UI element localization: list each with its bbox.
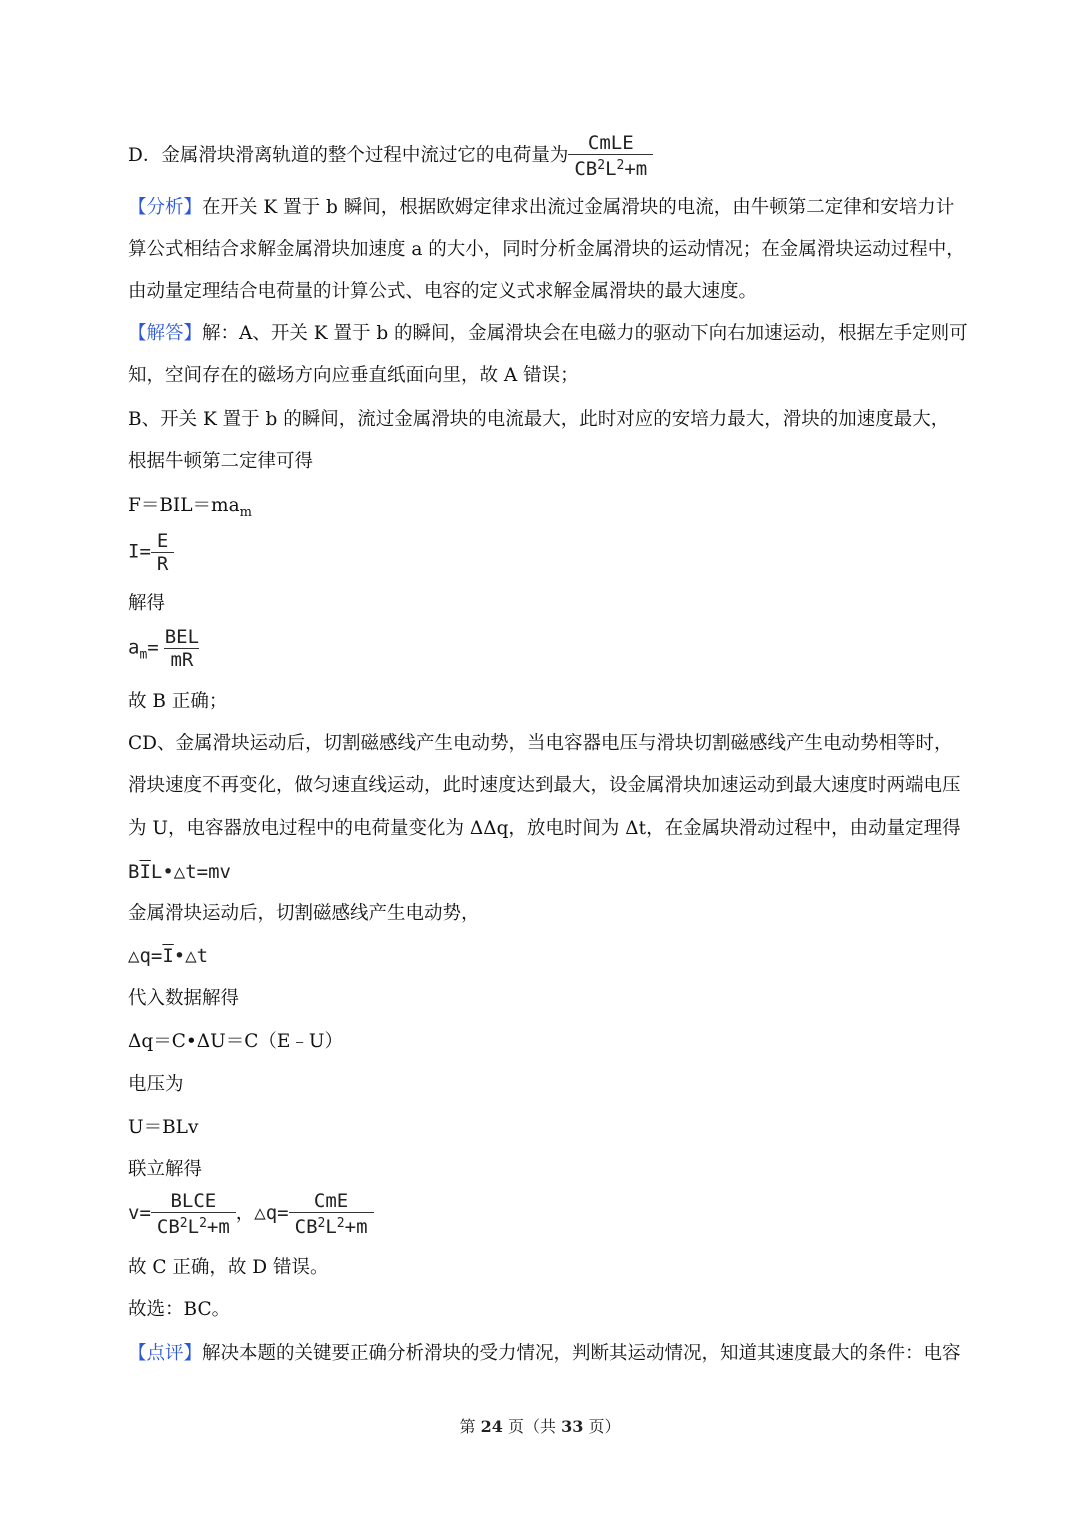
den-exponent: 2	[616, 158, 625, 173]
eq-am-equals: =	[147, 636, 159, 659]
fraction-numerator: BLCE	[170, 1190, 217, 1212]
eq-mom-b: B	[128, 861, 140, 883]
analysis-tag: 【分析】	[128, 197, 203, 218]
fraction-denominator: R	[151, 552, 174, 575]
solution-a-line-2: 知，空间存在的磁场方向应垂直纸面向里，故 A 错误；	[128, 365, 579, 386]
eq-q-lhs: △q=	[254, 1202, 289, 1224]
equation-dq-capacitor: Δq＝C•ΔU＝C（E﹣U）	[128, 1031, 343, 1052]
solution-b-line-2: 根据牛顿第二定律可得	[128, 451, 314, 472]
footer-mid: 页（共	[502, 1417, 562, 1436]
fraction-numerator: CmLE	[587, 132, 634, 154]
comment-tag: 【点评】	[128, 1343, 203, 1364]
den-exponent: 2	[317, 1216, 326, 1231]
fraction-numerator: CmE	[313, 1190, 349, 1212]
solution-a-line-1	[128, 320, 968, 348]
fraction-denominator: mR	[164, 648, 199, 671]
equation-current	[128, 530, 174, 575]
option-d-line	[128, 132, 653, 180]
eq-force-main: F＝BIL＝ma	[128, 495, 240, 516]
den-part: CB	[294, 1216, 318, 1238]
fraction-numerator: BEL	[164, 626, 200, 648]
eq-dq-i-bar: $\overline{I}$	[162, 945, 174, 967]
den-part: +m	[344, 1216, 368, 1238]
fraction-denominator	[289, 1212, 374, 1238]
den-part: +m	[624, 158, 648, 180]
fraction-denominator	[151, 1212, 236, 1238]
comment-line	[128, 1340, 961, 1368]
page-footer	[0, 1414, 1080, 1437]
answer-line: 故选：BC。	[128, 1299, 231, 1320]
eq-am-lhs: a	[128, 636, 140, 659]
eq-separator: ，	[235, 1203, 255, 1224]
equation-final	[128, 1190, 374, 1238]
solution-cd-line-2: 滑块速度不再变化，做匀速直线运动，此时速度达到最大，设金属滑块加速运动到最大速度时两端电压	[128, 775, 961, 796]
eq-current-fraction	[151, 530, 174, 575]
den-exponent: 2	[179, 1216, 188, 1231]
analysis-text: 在开关 K 置于 b 瞬间，根据欧姆定律求出流过金属滑块的电流，由牛顿第二定律和安培力计	[202, 197, 955, 218]
solution-cd-line-1: CD、金属滑块运动后，切割磁感线产生电动势，当电容器电压与滑块切割磁感线产生电动势相等时，	[128, 733, 953, 754]
den-part: +m	[206, 1216, 230, 1238]
equation-acceleration	[128, 626, 205, 671]
dairu-line: 代入数据解得	[128, 988, 240, 1009]
equation-force	[128, 492, 252, 527]
eq-mom-rest: L•△t=mv	[150, 861, 231, 883]
den-exponent: 2	[597, 158, 606, 173]
footer-suffix: 页）	[583, 1417, 621, 1436]
den-exponent: 2	[199, 1216, 207, 1231]
solution-b-line-1: B、开关 K 置于 b 的瞬间，流过金属滑块的电流最大，此时对应的安培力最大，滑块的加速度最大，	[128, 409, 950, 430]
solution-cd-line-4: 金属滑块运动后，切割磁感线产生电动势，	[128, 903, 480, 924]
option-d-fraction	[568, 132, 653, 180]
den-part: CB	[156, 1216, 180, 1238]
equation-momentum	[128, 858, 231, 886]
eq-am-sub: m	[139, 647, 148, 663]
den-part: L	[187, 1216, 200, 1238]
eq-dq-rest: •△t	[173, 945, 209, 967]
eq-v-fraction	[151, 1190, 236, 1238]
lianli-line: 联立解得	[128, 1159, 203, 1180]
equation-voltage: U＝BLv	[128, 1117, 199, 1138]
b-conclusion: 故 B 正确；	[128, 691, 228, 712]
den-part: CB	[574, 158, 598, 180]
solution-cd-line-3: 为 U，电容器放电过程中的电荷量变化为 ΔΔq，放电时间为 Δt，在金属块滑动过程中，由动量定理得	[128, 818, 961, 839]
footer-page-number: 24	[480, 1417, 503, 1436]
solution-text: 解：A、开关 K 置于 b 的瞬间，金属滑块会在电磁力的驱动下向右加速运动，根据左手定则可	[202, 323, 968, 344]
solution-tag: 【解答】	[128, 323, 203, 344]
footer-prefix: 第	[459, 1417, 481, 1436]
dianya-line: 电压为	[128, 1074, 184, 1095]
analysis-line-2: 算公式相结合求解金属滑块加速度 a 的大小，同时分析金属滑块的运动情况；在金属滑块运动过程中，	[128, 239, 965, 260]
analysis-line-1	[128, 194, 954, 222]
den-exponent: 2	[336, 1216, 345, 1231]
fraction-denominator	[568, 154, 653, 180]
equation-charge	[128, 942, 208, 970]
comment-text: 解决本题的关键要正确分析滑块的受力情况，判断其运动情况，知道其速度最大的条件：电容	[202, 1343, 961, 1364]
footer-total-pages: 33	[561, 1417, 584, 1436]
den-part: L	[325, 1216, 337, 1238]
eq-force-sub: m	[239, 505, 252, 520]
den-part: L	[605, 158, 617, 180]
analysis-line-3: 由动量定理结合电荷量的计算公式、电容的定义式求解金属滑块的最大速度。	[128, 281, 758, 302]
eq-v-lhs: v=	[128, 1202, 151, 1224]
eq-mom-i-bar: $\overline{I}$	[139, 861, 151, 883]
fraction-numerator: E	[156, 530, 169, 552]
eq-am-fraction	[159, 626, 205, 671]
eq-current-lhs: I=	[128, 540, 151, 563]
option-d-text: D．金属滑块滑离轨道的整个过程中流过它的电荷量为	[128, 145, 569, 166]
c-conclusion: 故 C 正确，故 D 错误。	[128, 1257, 329, 1278]
eq-dq-lhs: △q=	[128, 945, 163, 967]
eq-q-fraction	[289, 1190, 374, 1238]
jiede-line: 解得	[128, 593, 166, 614]
